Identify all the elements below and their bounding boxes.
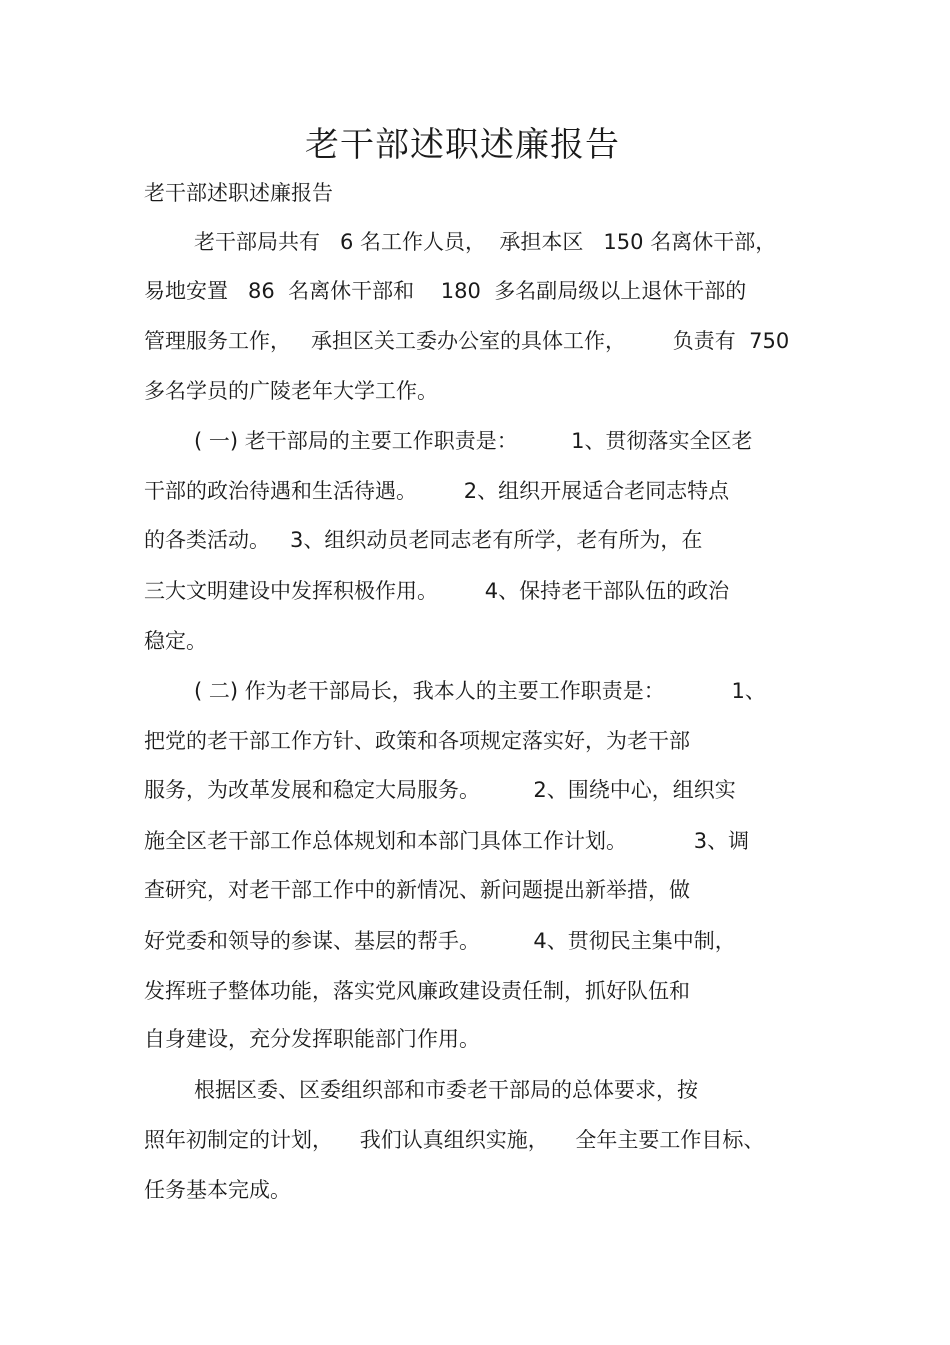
- paragraph-3-line-2: 把党的老干部工作方针、政策和各项规定落实好，为老干部: [144, 729, 690, 753]
- paragraph-3-line-7: 发挥班子整体功能，落实党风廉政建设责任制，抓好队伍和: [144, 979, 690, 1003]
- paragraph-2-line-5: 稳定。: [144, 629, 207, 653]
- paragraph-2-line-1: ( 一) 老干部局的主要工作职责是： 1、贯彻落实全区老: [194, 429, 753, 453]
- paragraph-1-line-2: 易地安置 86 名离休干部和 180 多名副局级以上退休干部的: [144, 279, 747, 303]
- document-title: 老干部述职述廉报告: [305, 125, 620, 165]
- paragraph-2-line-2: 干部的政治待遇和生活待遇。 2、组织开展适合老同志特点: [144, 479, 730, 503]
- paragraph-4-line-1: 根据区委、区委组织部和市委老干部局的总体要求，按: [194, 1078, 698, 1102]
- paragraph-3-line-4: 施全区老干部工作总体规划和本部门具体工作计划。 3、调: [144, 829, 750, 853]
- paragraph-4-line-2: 照年初制定的计划， 我们认真组织实施， 全年主要工作目标、: [144, 1128, 765, 1152]
- paragraph-2-line-4: 三大文明建设中发挥积极作用。 4、保持老干部队伍的政治: [144, 579, 730, 603]
- paragraph-1-line-1: 老干部局共有 6 名工作人员， 承担本区 150 名离休干部，: [194, 230, 777, 254]
- paragraph-3-line-8: 自身建设，充分发挥职能部门作用。: [144, 1027, 480, 1051]
- paragraph-3-line-3: 服务，为改革发展和稳定大局服务。 2、围绕中心，组织实: [144, 778, 736, 802]
- paragraph-3-line-1: ( 二) 作为老干部局长，我本人的主要工作职责是： 1、: [194, 679, 766, 703]
- document-subtitle: 老干部述职述廉报告: [144, 181, 333, 205]
- paragraph-1-line-4: 多名学员的广陵老年大学工作。: [144, 379, 438, 403]
- paragraph-2-line-3: 的各类活动。 3、组织动员老同志老有所学，老有所为，在: [144, 528, 703, 552]
- paragraph-4-line-3: 任务基本完成。: [144, 1178, 291, 1202]
- paragraph-1-line-3: 管理服务工作， 承担区关工委办公室的具体工作， 负责有 750: [144, 329, 790, 353]
- paragraph-3-line-5: 查研究，对老干部工作中的新情况、新问题提出新举措，做: [144, 878, 690, 902]
- paragraph-3-line-6: 好党委和领导的参谋、基层的帮手。 4、贯彻民主集中制，: [144, 929, 736, 953]
